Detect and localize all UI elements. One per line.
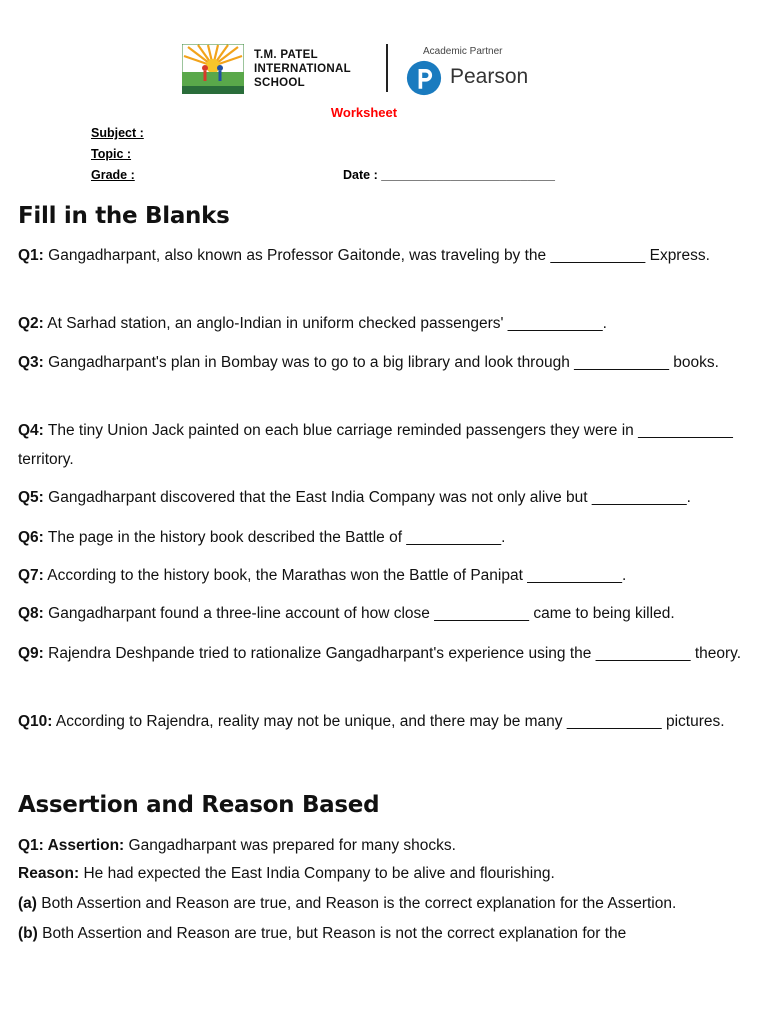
- school-logo: [182, 44, 244, 94]
- question-item: Q9: Rajendra Deshpande tried to rationalize Gangadharpant's experience using the ___________ theory.: [18, 645, 742, 662]
- question-item: Q4: The tiny Union Jack painted on each blue carriage reminded passengers they were in ___________ territory.: [18, 422, 733, 468]
- partner-label: Academic Partner: [423, 46, 503, 57]
- reason-statement: Reason: He had expected the East India Company to be alive and flourishing.: [18, 865, 555, 882]
- option-a: (a) Both Assertion and Reason are true, and Reason is the correct explanation for the Assertion.: [18, 895, 677, 912]
- date-field: Date : _________________________: [343, 168, 555, 182]
- question-item: Q10: According to Rajendra, reality may not be unique, and there may be many ___________ pictures.: [18, 713, 725, 730]
- question-item: Q7: According to the history book, the Marathas won the Battle of Panipat ___________.: [18, 567, 627, 584]
- header-divider: [386, 44, 388, 92]
- pearson-logo-icon: [404, 60, 444, 96]
- partner-name: Pearson: [450, 65, 529, 88]
- question-item: Q1: Gangadharpant, also known as Professor Gaitonde, was traveling by the ___________ Express.: [18, 247, 710, 264]
- topic-field: Topic :: [91, 147, 132, 161]
- grade-field: Grade :: [91, 168, 135, 182]
- question-item: Q2: At Sarhad station, an anglo-Indian in uniform checked passengers' ___________.: [18, 315, 607, 332]
- school-name: T.M. PATEL INTERNATIONAL SCHOOL: [254, 49, 351, 89]
- option-b: (b) Both Assertion and Reason are true, but Reason is not the correct explanation for the: [18, 925, 627, 942]
- question-item: Q5: Gangadharpant discovered that the East India Company was not only alive but ___________.: [18, 489, 691, 506]
- question-item: Q3: Gangadharpant's plan in Bombay was to go to a big library and look through ___________ books.: [18, 354, 719, 371]
- worksheet-title: Worksheet: [330, 105, 398, 120]
- section-heading-fill-blanks: Fill in the Blanks: [18, 203, 230, 229]
- question-item: Q8: Gangadharpant found a three-line account of how close ___________ came to being killed.: [18, 605, 675, 622]
- question-item: Q6: The page in the history book described the Battle of ___________.: [18, 529, 506, 546]
- school-header: [180, 40, 560, 100]
- subject-field: Subject :: [91, 126, 144, 140]
- assertion-statement: Q1: Assertion: Gangadharpant was prepared for many shocks.: [18, 837, 456, 854]
- section-heading-assertion-reason: Assertion and Reason Based: [18, 792, 380, 818]
